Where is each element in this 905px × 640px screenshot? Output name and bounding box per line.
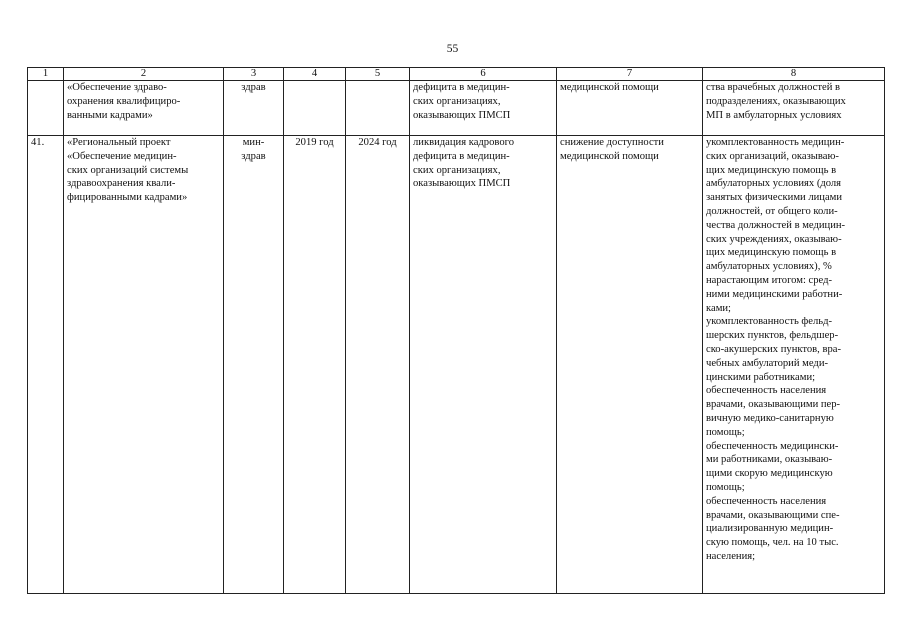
header-col-3: 3 — [224, 68, 284, 81]
header-col-5: 5 — [346, 68, 410, 81]
cell-responsible: здрав — [224, 81, 284, 136]
table-row-continued — [28, 81, 885, 136]
cell-indicators: ства врачебных должностей в подразделениях, оказывающих МП в амбулаторных условиях — [703, 81, 885, 136]
header-col-2: 2 — [64, 68, 224, 81]
page-number: 55 — [446, 43, 459, 55]
column-number-header-row — [28, 68, 885, 81]
header-col-1: 1 — [28, 68, 64, 81]
cell-indicators: укомплектованность медицин- ских организаций, оказываю- щих медицинскую помощь в амбулаторных условиях (доля занятых физическими лицами должностей, от общего коли- чества должностей в медицин- ских учреждениях, оказываю- щих медицинскую помощь в амбулаторных условиях), % нарастающим итогом: сред- ними медицинскими работни- ками; укомплектованность фельд- шерских пунктов, фельдшер- ско-акушерских пунктов, вра- чебных амбулаторий меди- цинскими работниками; обеспеченность населения врачами, оказывающими пер- вичную медико-санитарную помощь; обеспеченность медицински- ми работниками, оказываю- щими скорую медицинскую помощь; обеспеченность населения врачами, оказывающими спе- циализированную медицин- скую помощь, чел. на 10 тыс. населения; — [703, 136, 885, 594]
cell-measure-name: «Региональный проект «Обеспечение медицин- ских организаций системы здравоохранения квали- фицированными кадрами» — [64, 136, 224, 594]
header-col-7: 7 — [557, 68, 703, 81]
header-col-4: 4 — [284, 68, 346, 81]
header-col-6: 6 — [410, 68, 557, 81]
cell-number — [28, 81, 64, 136]
cell-expected-result: ликвидация кадрового дефицита в медицин- ских организациях, оказывающих ПМСП — [410, 136, 557, 594]
cell-end-year — [346, 81, 410, 136]
cell-consequences: медицинской помощи — [557, 81, 703, 136]
measures-table — [27, 67, 885, 594]
table-row-41 — [28, 136, 885, 594]
cell-expected-result: дефицита в медицин- ских организациях, оказывающих ПМСП — [410, 81, 557, 136]
cell-responsible: мин- здрав — [224, 136, 284, 594]
cell-start-year: 2019 год — [284, 136, 346, 594]
cell-number: 41. — [28, 136, 64, 594]
header-col-8: 8 — [703, 68, 885, 81]
cell-start-year — [284, 81, 346, 136]
cell-measure-name: «Обеспечение здраво- охранения квалифициро- ванными кадрами» — [64, 81, 224, 136]
cell-consequences: снижение доступности медицинской помощи — [557, 136, 703, 594]
cell-end-year: 2024 год — [346, 136, 410, 594]
